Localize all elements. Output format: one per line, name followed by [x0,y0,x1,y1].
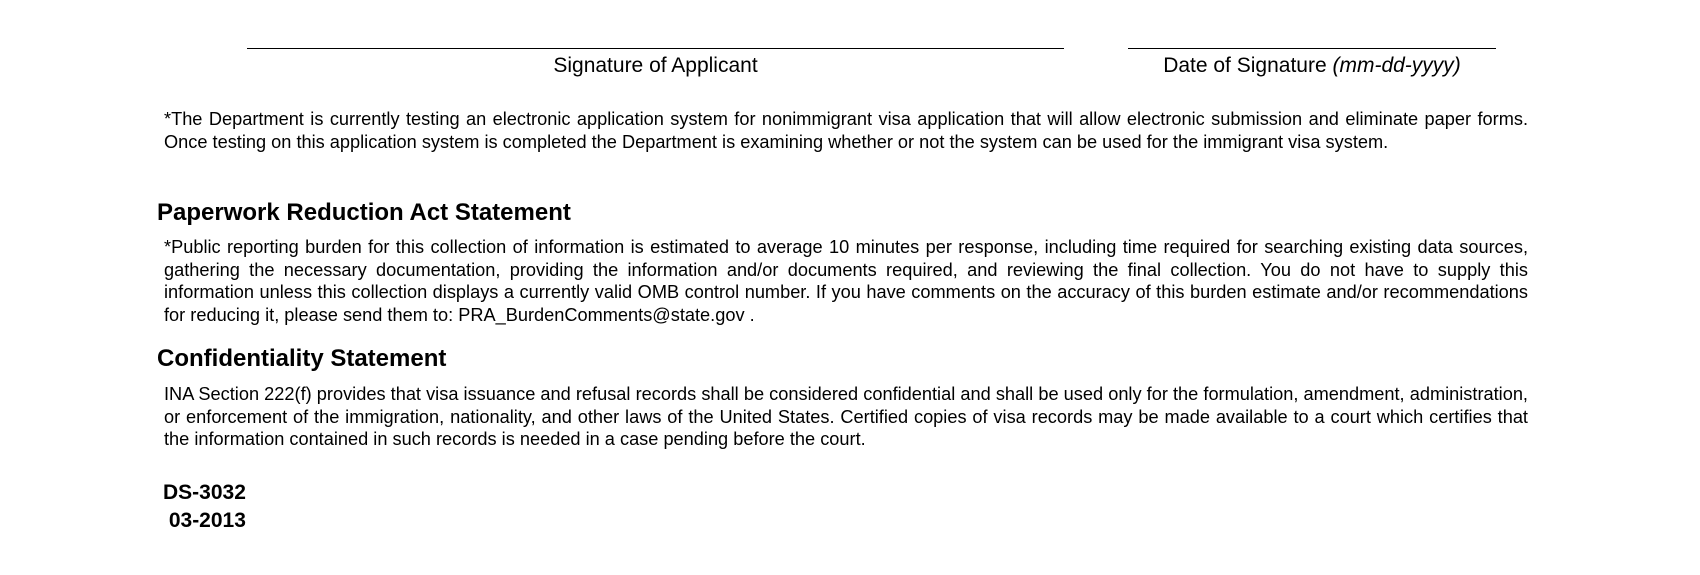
applicant-signature-label-text: Signature of Applicant [553,54,758,77]
signature-date-format: (mm-dd-yyyy) [1332,54,1461,77]
applicant-signature-label [247,54,1064,78]
paperwork-reduction-body: *Public reporting burden for this collection of information is estimated to average 10 minutes per response, including time required for searching existing data sources, gathering the necessary documentation, providing the information and/or documents required, and reviewing the final collection. You do not have to supply this information unless this collection displays a currently valid OMB control number. If you have comments on the accuracy of this burden estimate and/or recommendations for reducing it, please send them to: PRA_BurdenComments@state.gov . [164,237,1528,325]
confidentiality-heading: Confidentiality Statement [157,345,447,372]
confidentiality-body: INA Section 222(f) provides that visa issuance and refusal records shall be considered confidential and shall be used only for the formulation, amendment, administration, or enforcement of the immigration, nationality, and other laws of the United States. Certified copies of visa records may be made available to a court which certifies that the information contained in such records is needed in a case pending before the court. [164,384,1528,449]
applicant-signature-line [247,48,1064,49]
electronic-application-note: *The Department is currently testing an electronic application system for nonimmigrant visa application that will allow electronic submission and eliminate paper forms. Once testing on this application system is completed the Department is examining whether or not the system can be used for the immigrant visa system. [164,109,1528,152]
form-revision-date: 03-2013 [163,509,246,532]
paperwork-reduction-heading: Paperwork Reduction Act Statement [157,199,571,226]
signature-date-line [1128,48,1496,49]
signature-date-label [1128,54,1496,78]
signature-date-label-text: Date of Signature [1163,54,1333,77]
form-number: DS-3032 [163,481,246,504]
